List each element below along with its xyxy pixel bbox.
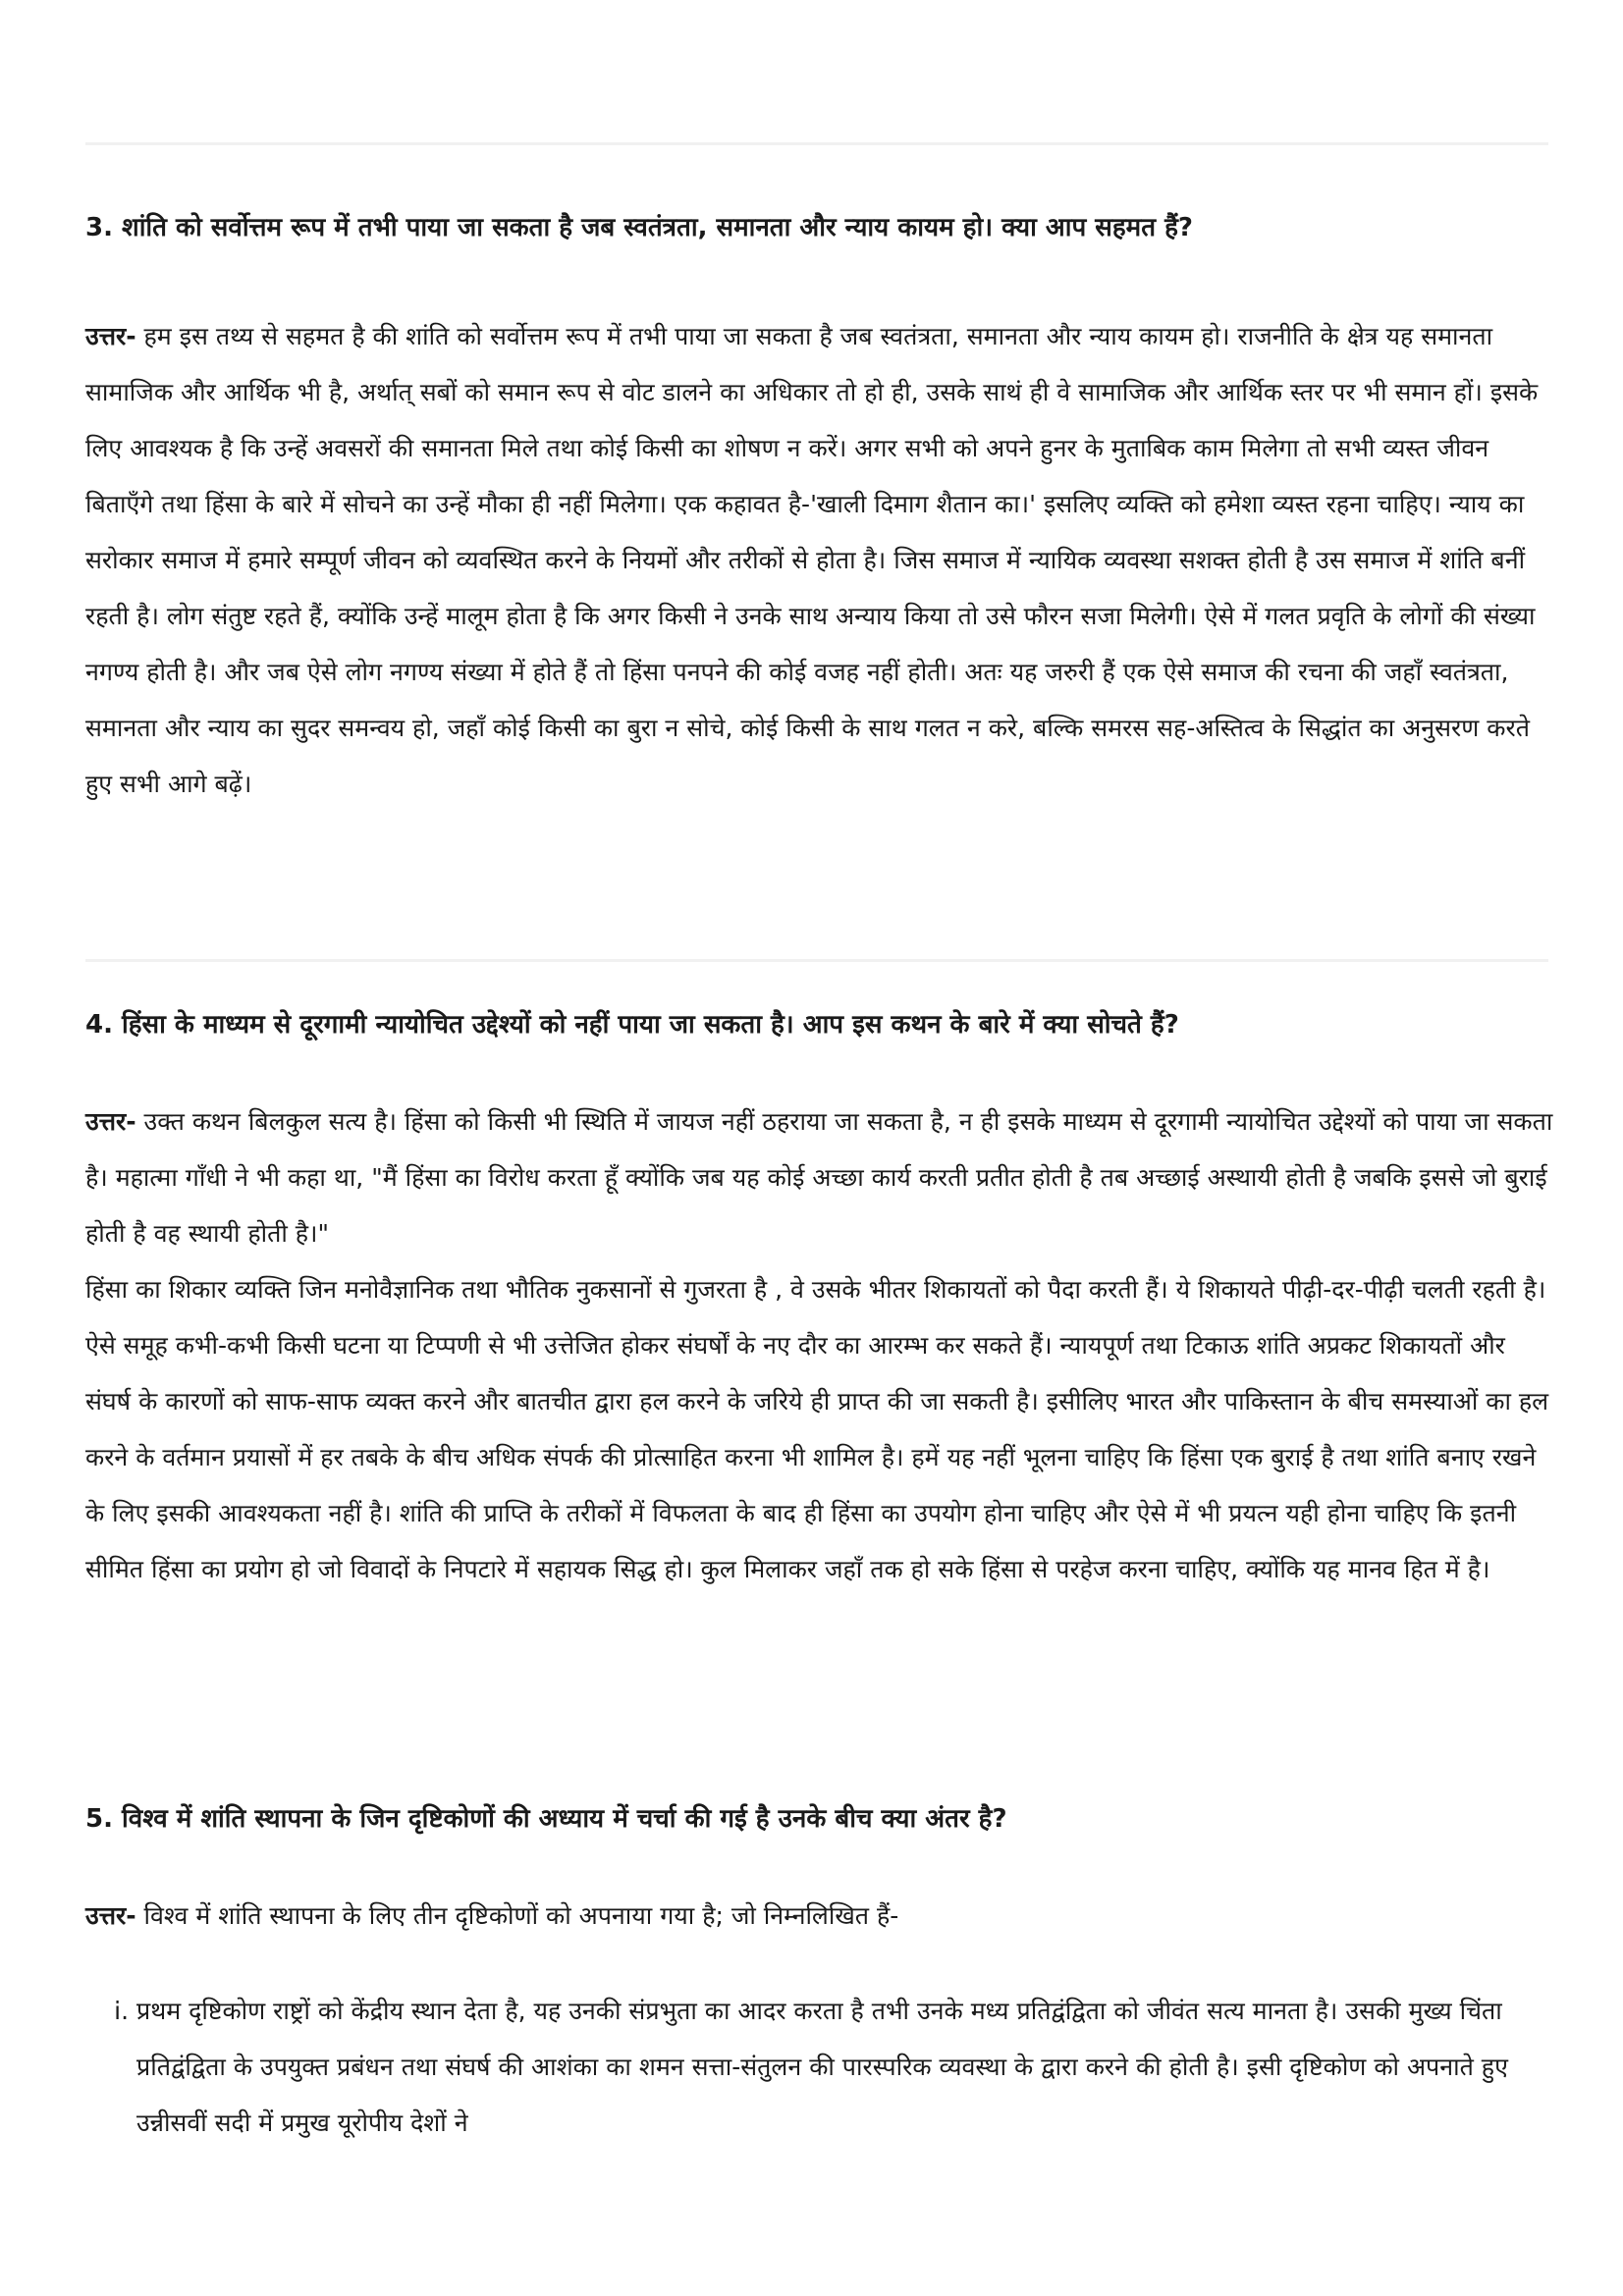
question-4-section	[85, 1005, 1553, 1597]
answer-label: उत्तर-	[85, 1107, 136, 1136]
question-5-heading: 5. विश्व में शांति स्थापना के जिन दृष्टिकोणों की अध्याय में चर्चा की गई है उनके बीच क्या अंतर है?	[85, 1804, 1007, 1834]
section-divider	[85, 142, 1548, 145]
question-3-section	[85, 208, 1553, 812]
section-divider	[85, 959, 1548, 962]
answer-label: उत्तर-	[85, 1901, 136, 1930]
answer-3-text: हम इस तथ्य से सहमत है की शांति को सर्वोत्तम रूप में तभी पाया जा सकता है जब स्वतंत्रता, समानता और न्याय कायम हो। राजनीति के क्षेत्र यह समानता सामाजिक और आर्थिक भी है, अर्थात् सबों को समान रूप से वोट डालने का अधिकार तो हो ही, उसके साथं ही वे सामाजिक और आर्थिक स्तर पर भी समान हों। इसके लिए आवश्यक है कि उन्हें अवसरों की समानता मिले तथा कोई किसी का शोषण न करें। अगर सभी को अपने हुनर के मुताबिक काम मिलेगा तो सभी व्यस्त जीवन बिताएँगे तथा हिंसा के बारे में सोचने का उन्हें मौका ही नहीं मिलेगा। एक कहावत है-'खाली दिमाग शैतान का।' इसलिए व्यक्ति को हमेशा व्यस्त रहना चाहिए। न्याय का सरोकार समाज में हमारे सम्पूर्ण जीवन को व्यवस्थित करने के नियमों और तरीकों से होता है। जिस समाज में न्यायिक व्यवस्था सशक्त होती है उस समाज में शांति बनीं रहती है। लोग संतुष्ट रहते हैं, क्योंकि उन्हें मालूम होता है कि अगर किसी ने उनके साथ अन्याय किया तो उसे फौरन सजा मिलेगी। ऐसे में गलत प्रवृति के लोगों की संख्या नगण्य होती है। और जब ऐसे लोग नगण्य संख्या में होते हैं तो हिंसा पनपने की कोई वजह नहीं होती। अतः यह जरुरी हैं एक ऐसे समाज की रचना की जहाँ स्वतंत्रता, समानता और न्याय का सुदर समन्वय हो, जहाँ कोई किसी का बुरा न सोचे, कोई किसी के साथ गलत न करे, बल्कि समरस सह-अस्तित्व के सिद्धांत का अनुसरण करते हुए सभी आगे बढ़ें।	[85, 322, 1539, 798]
answer-4-text: उक्त कथन बिलकुल सत्य है। हिंसा को किसी भी स्थिति में जायज नहीं ठहराया जा सकता है, न ही इसके माध्यम से दूरगामी न्यायोचित उद्देश्यों को पाया जा सकता है। महात्मा गाँधी ने भी कहा था, "मैं हिंसा का विरोध करता हूँ क्योंकि जब यह कोई अच्छा कार्य करती प्रतीत होती है तब अच्छाई अस्थायी होती है जबकि इससे जो बुराई होती है वह स्थायी होती है।"	[85, 1107, 1553, 1248]
answer-5	[85, 1888, 1553, 1944]
question-4-heading: 4. हिंसा के माध्यम से दूरगामी न्यायोचित उद्देश्यों को नहीं पाया जा सकता है। आप इस कथन के बारे में क्या सोचते हैं?	[85, 1010, 1179, 1040]
answer-5-text: विश्व में शांति स्थापना के लिए तीन दृष्टिकोणों को अपनाया गया है; जो निम्नलिखित हैं-	[135, 1901, 899, 1930]
answer-4-paragraph-1	[85, 1094, 1553, 1261]
answer-4-paragraph-2: हिंसा का शिकार व्यक्ति जिन मनोवैज्ञानिक तथा भौतिक नुकसानों से गुजरता है , वे उसके भीतर शिकायतों को पैदा करती हैं। ये शिकायते पीढ़ी-दर-पीढ़ी चलती रहती है। ऐसे समूह कभी-कभी किसी घटना या टिप्पणी से भी उत्तेजित होकर संघर्षों के नए दौर का आरम्भ कर सकते हैं। न्यायपूर्ण तथा टिकाऊ शांति अप्रकट शिकायतों और संघर्ष के कारणों को साफ-साफ व्यक्त करने और बातचीत द्वारा हल करने के जरिये ही प्राप्त की जा सकती है। इसीलिए भारत और पाकिस्तान के बीच समस्याओं का हल करने के वर्तमान प्रयासों में हर तबके के बीच अधिक संपर्क की प्रोत्साहित करना भी शामिल है। हमें यह नहीं भूलना चाहिए कि हिंसा एक बुराई है तथा शांति बनाए रखने के लिए इसकी आवश्यकता नहीं है। शांति की प्राप्ति के तरीकों में विफलता के बाद ही हिंसा का उपयोग होना चाहिए और ऐसे में भी प्रयत्न यही होना चाहिए कि इतनी सीमित हिंसा का प्रयोग हो जो विवादों के निपटारे में सहायक सिद्ध हो। कुल मिलाकर जहाँ तक हो सके हिंसा से परहेज करना चाहिए, क्योंकि यह मानव हित में है।	[85, 1275, 1549, 1583]
question-3-heading: 3. शांति को सर्वोत्तम रूप में तभी पाया जा सकता है जब स्वतंत्रता, समानता और न्याय कायम हो। क्या आप सहमत हैं?	[85, 213, 1193, 242]
list-item: i. प्रथम दृष्टिकोण राष्ट्रों को केंद्रीय स्थान देता है, यह उनकी संप्रभुता का आदर करता है तभी उनके मध्य प्रतिद्वंद्विता को जीवंत सत्य मानता है। उसकी मुख्य चिंता प्रतिद्वंद्विता के उपयुक्त प्रबंधन तथा संघर्ष की आशंका का शमन सत्ता-संतुलन की पारस्परिक व्यवस्था के द्वारा करने की होती है। इसी दृष्टिकोण को अपनाते हुए उन्नीसवीं सदी में प्रमुख यूरोपीय देशों ने	[136, 1983, 1553, 2151]
question-5-section	[85, 1799, 1553, 2151]
answer-label: उत्तर-	[85, 322, 136, 350]
approaches-list	[85, 1983, 1553, 2151]
answer-3	[85, 308, 1553, 812]
